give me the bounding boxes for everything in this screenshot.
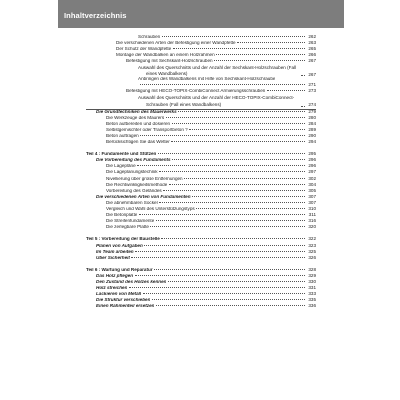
toc-entry[interactable]	[86, 65, 316, 77]
toc-entry-title: Montage der Wandbalken an einem Holzrahmen	[116, 52, 215, 57]
toc-entry-page: 326	[308, 254, 316, 260]
toc-entry-page: 322	[308, 236, 316, 242]
toc-entry-title: Befestigung mit Sechskant-Holzschrauben	[126, 58, 213, 63]
toc-entry-title: Über Sicherheit	[96, 255, 130, 260]
toc-entry-title: Die verschiedenen Arten von Fundamenten	[96, 194, 191, 199]
dot-leader	[158, 153, 305, 154]
toc-entry[interactable]	[86, 140, 316, 146]
toc-entry-title: Die Rechtwinkligkeitsmethode	[106, 182, 168, 187]
toc-entry-page: 335	[308, 297, 316, 303]
dot-leader	[163, 190, 304, 191]
toc-entry-title: Selbstgemischter oder Transportbeton ?	[106, 127, 188, 132]
toc-entry-title: Beton aufbereiten und dosieren	[106, 121, 171, 126]
toc-entry-title: Einen Rahmenteil ersetzen	[96, 304, 155, 309]
dot-leader	[168, 281, 305, 282]
toc-entry-page: 296	[308, 163, 316, 169]
toc-entry-page: 274	[308, 102, 316, 108]
toc-entry-title: Die Grundtechniken des Mauerwerks	[96, 109, 177, 114]
toc-entry-title: Auswahl des Querschnitts und der Anzahl der HECO-TOPIX-CombiConnect-Schrauben (Fall eines Wandbalkens)	[138, 95, 295, 107]
toc-entry-title: Den Zustand des Holzes kennen	[96, 279, 167, 284]
toc-entry-title: Berücksichtigen Sie das Wetter	[106, 140, 170, 145]
dot-leader	[162, 36, 305, 37]
toc-entry-page: 305	[308, 187, 316, 193]
dot-leader	[189, 129, 304, 130]
toc-entry-page: 267	[308, 71, 316, 77]
dot-leader	[150, 226, 304, 227]
dot-leader	[144, 245, 304, 246]
toc-entry[interactable]	[86, 109, 316, 116]
toc-entry-page: 302	[308, 175, 316, 181]
toc-entry-title: Die abnehmbaren Sockel	[106, 200, 158, 205]
toc-entry-page: 265	[308, 45, 316, 51]
dot-leader	[301, 75, 305, 76]
toc-entry-title: Die Werkzeuge des Maurers	[106, 115, 165, 120]
toc-entry-title: Das Holz pflegen	[96, 273, 134, 278]
toc-entry-page: 297	[308, 169, 316, 175]
dot-leader	[159, 202, 304, 203]
toc-entry[interactable]	[86, 225, 316, 231]
toc-entry-page: 267	[308, 57, 316, 63]
dot-leader	[301, 106, 305, 107]
toc-entry-page: 304	[308, 181, 316, 187]
dot-leader	[172, 159, 304, 160]
toc-entry[interactable]	[86, 304, 316, 310]
toc-entry-page: 262	[308, 33, 316, 39]
toc-entry-title: Nivellierung über große Entfernungen	[106, 176, 183, 181]
dot-leader	[166, 117, 305, 118]
page-title: Inhaltverzeichnis	[64, 11, 127, 20]
toc-entry-page: 336	[308, 303, 316, 309]
toc-entry-title: Die Lagepläne	[106, 164, 136, 169]
toc-entry-title: Anbringen des Wandbalkens mit Hilfe von Sechskant-Holzschraube	[138, 77, 276, 82]
toc-entry-page: 307	[308, 193, 316, 199]
dot-leader	[140, 135, 304, 136]
toc-entry-title: Beton auftragen	[106, 134, 139, 138]
toc-entry-title: Befestigung mit HECO-TOPIX-CombiConnect Armierungsschrauben	[126, 89, 266, 94]
table-of-contents	[86, 35, 316, 311]
dot-leader	[143, 293, 305, 294]
toc-entry-title: Lackieren von Metall	[96, 292, 142, 297]
toc-entry-page: 320	[308, 224, 316, 230]
dot-leader	[139, 214, 305, 215]
toc-entry[interactable]	[86, 256, 316, 262]
dot-leader	[156, 220, 305, 221]
toc-entry-title: Die Lageplanungstechnik	[106, 170, 158, 175]
dot-leader	[173, 48, 305, 49]
toc-entry-title: Im Team arbeiten	[96, 249, 134, 254]
toc-entry-page: 323	[308, 242, 316, 248]
toc-entry-title: Die Struktur verschieben	[96, 298, 151, 303]
toc-entry-page: 307	[308, 199, 316, 205]
dot-leader	[161, 238, 304, 239]
dot-leader	[192, 196, 304, 197]
toc-entry-title: Die Betonplatte	[106, 213, 138, 218]
toc-entry-page: 329	[308, 272, 316, 278]
dot-leader	[172, 123, 305, 124]
toc-entry-page: 294	[308, 139, 316, 145]
toc-entry-page: 266	[308, 51, 316, 57]
dot-leader	[237, 42, 304, 43]
toc-entry-page: 284	[308, 120, 316, 126]
toc-entry-title: Die Vorbereitung des Fundaments	[96, 158, 171, 163]
dot-leader	[135, 275, 305, 276]
dot-leader	[159, 171, 304, 172]
toc-entry-title: Teil 5 : Vorbereitung der Baustelle	[86, 237, 160, 242]
toc-entry-title: Holz streichen	[96, 286, 128, 291]
dot-leader	[171, 141, 304, 142]
toc-entry-page: 289	[308, 126, 316, 132]
dot-leader	[184, 178, 304, 179]
toc-entry-page: 325	[308, 248, 316, 254]
dot-leader	[216, 54, 304, 55]
dot-leader	[137, 165, 304, 166]
toc-entry-title: Vorbereitung des Geländes	[106, 188, 162, 193]
toc-entry-page: 331	[308, 285, 316, 291]
toc-entry-title: Vergleich und Wahl des Unterstützungstyps	[106, 207, 195, 212]
toc-entry-title: Schrauben	[138, 34, 161, 39]
toc-entry-page: 311	[308, 212, 316, 218]
dot-leader	[196, 208, 304, 209]
dot-leader	[169, 184, 305, 185]
toc-entry-title: Die zerlegbare Platte	[106, 225, 149, 230]
toc-entry-page: 263	[308, 39, 316, 45]
dot-leader	[129, 287, 305, 288]
toc-entry-page: 273	[308, 88, 316, 94]
toc-entry-page: 330	[308, 278, 316, 284]
toc-entry-page: 280	[308, 114, 316, 120]
toc-entry-page: 328	[308, 266, 316, 272]
toc-entry-title: Auswahl des Querschnitts und der Anzahl der Sechskant-Holzschrauben (Fall eines Wandbalkens)	[138, 64, 297, 77]
toc-entry-title: Die verschiedenen Arten der Befestigung einer Wandpfette	[116, 40, 236, 45]
toc-entry-title: Die Streifenfundamente	[106, 219, 155, 224]
dot-leader	[214, 60, 304, 61]
toc-entry-page: 290	[308, 133, 316, 138]
toc-entry-title: Planen von Aufgaben	[96, 243, 143, 248]
dot-leader	[178, 111, 304, 112]
dot-leader	[140, 84, 305, 85]
dot-leader	[135, 251, 304, 252]
dot-leader	[154, 269, 304, 270]
toc-entry-page: 295	[308, 151, 316, 157]
toc-entry-page: 279	[308, 108, 316, 114]
toc-entry-page: 271	[308, 82, 316, 88]
toc-entry-page: 296	[308, 157, 316, 163]
toc-entry-title: Teil 4 : Fundamente und Stützen	[86, 152, 157, 157]
toc-entry-page: 316	[308, 218, 316, 224]
dot-leader	[152, 299, 305, 300]
toc-entry-page: 310	[308, 206, 316, 212]
dot-leader	[131, 257, 304, 258]
toc-entry-title: Teil 6 : Wartung und Reparatur	[86, 267, 153, 272]
toc-entry-page: 333	[308, 291, 316, 297]
dot-leader	[267, 90, 305, 91]
toc-entry[interactable]	[86, 95, 316, 107]
toc-entry-title: Der Schutz der Wandpfette	[116, 46, 172, 51]
header-bar	[58, 0, 344, 28]
dot-leader	[156, 305, 305, 306]
